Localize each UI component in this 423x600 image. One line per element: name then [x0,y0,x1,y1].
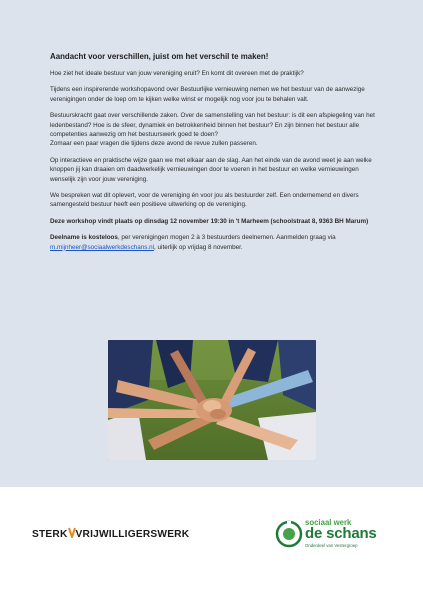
logo-vrijwilligerswerk-text: VRIJWILLIGERSWERK [75,529,190,540]
logo-subtitle-text: Onderdeel van Vestergroep [305,543,358,548]
logo-de-schans-text: de schans [305,525,377,542]
logo-check-icon [68,527,76,538]
hands-together-photo [108,340,316,460]
paragraph-bestuurskracht [50,111,375,149]
paragraph-intro: Hoe ziet het ideale bestuur van jouw vereniging eruit? En komt dit overeen met de praktijk? [50,70,304,77]
registration-free: Deelname is kosteloos [50,234,118,242]
paragraph-location [50,217,375,226]
paragraph-oplevert: We bespreken wat dit oplevert, voor de vereniging én voor jou als bestuurder zelf. Een ondernemend en divers samengesteld bestuur heeft een positieve uitwerking op de vereniging. [50,192,359,209]
location-address: (schoolstraat 8, 9363 BH Marum) [268,217,369,225]
registration-text: , per verenigingen mogen 2 à 3 bestuurders deelnemen. Aanmelden graag via [117,234,336,242]
hands-together-image [108,340,316,460]
registration-deadline: , uiterlijk op vrijdag 8 november. [154,243,243,251]
flyer-title: Aandacht voor verschillen, juist om het verschil te maken! [50,52,269,61]
location-lead: Deze workshop vindt plaats op [50,217,145,225]
location-date: dinsdag 12 november 19:30 in 't Marheem [144,217,269,225]
logo-sociaal-werk-text: sociaal werk [305,518,352,527]
paragraph-registration [50,233,375,252]
sociaal-werk-de-schans-logo [275,517,385,553]
logo-sterk-text: STERK [32,529,68,540]
flyer-content [50,52,375,259]
paragraph-revue-text: Zomaar een paar vragen die tijdens deze avond de revue zullen passeren. [50,140,258,148]
sterk-vrijwilligerswerk-logo [32,527,202,541]
paragraph-workshop: Tijdens een inspirerende workshopavond over Bestuurlijke vernieuwing nemen we het bestuur van de aanwezige verenigingen onder de loep om te kijken welke winst er mogelijk nog voor jou te behalen valt. [50,86,365,103]
email-link[interactable]: m.mijnheer@sociaalwerkdeschans.nl [50,243,155,251]
schans-emblem-icon [275,519,303,549]
paragraph-bestuurskracht-text: Bestuurskracht gaat over verschillende zaken. Over de samenstelling van het bestuur: is dit een afspiegeling van het ledenbestand? Hoe is de sfeer, dynamiek en betrokkenheid binnen het bestuur? En zijn binnen het bestuur alle competenties aanwezig om het bestuurswerk goed te doen? [50,112,375,139]
paragraph-interactief: Op interactieve en praktische wijze gaan we met elkaar aan de slag. Aan het einde van de avond weet je aan welke knoppen jij kan draaien om daadwerkelijk vernieuwingen door te voeren in het bestuur en welke vernieuwingen wenselijk zijn voor jouw vereniging. [50,156,372,183]
